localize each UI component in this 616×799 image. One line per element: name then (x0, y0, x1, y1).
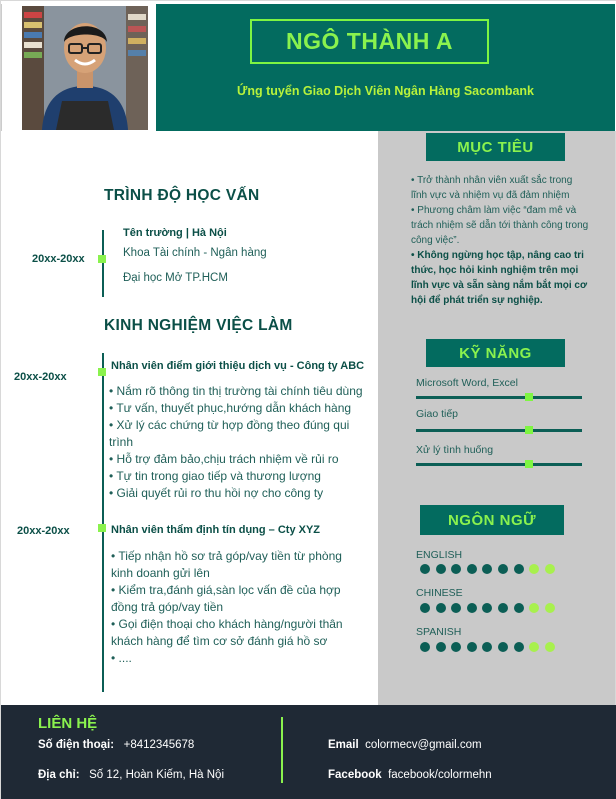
contact-address (38, 769, 224, 781)
job-duty: • Kiểm tra,đánh giá,sàn lọc vấn đề của hợp đồng trả góp/vay tiền (111, 583, 341, 614)
skill-label: Microsoft Word, Excel (416, 377, 518, 389)
language-level-dots (420, 564, 555, 574)
contact-facebook-label: Facebook (328, 769, 382, 781)
language-dot-filled (451, 642, 461, 652)
job-date: 20xx-20xx (17, 525, 70, 537)
job-duties (111, 548, 359, 667)
applied-position: Ứng tuyển Giao Dịch Viên Ngân Hàng Sacombank (237, 84, 534, 98)
language-level-dots (420, 603, 555, 613)
profile-photo-illustration (22, 6, 148, 130)
education-date: 20xx-20xx (32, 253, 85, 265)
education-school: Tên trường | Hà Nội (123, 227, 227, 239)
job-date: 20xx-20xx (14, 371, 67, 383)
education-faculty: Khoa Tài chính - Ngân hàng (123, 247, 267, 259)
language-dot-filled (482, 564, 492, 574)
contact-email-label: Email (328, 739, 359, 751)
language-dot-filled (467, 603, 477, 613)
language-dot-filled (467, 564, 477, 574)
job-timeline-marker (98, 368, 106, 376)
job-duty: • Gọi điện thoại cho khách hàng/người thân khách hàng để tìm cơ sở đánh giá hồ sơ (111, 617, 343, 648)
language-dot-filled (498, 603, 508, 613)
goals-section-title: MỤC TIÊU (426, 133, 565, 161)
language-dot-filled (482, 642, 492, 652)
education-timeline-marker (98, 255, 106, 263)
language-dot-empty (529, 603, 539, 613)
education-section-title: TRÌNH ĐỘ HỌC VẤN (104, 187, 260, 204)
contact-email (328, 739, 482, 751)
skill-label: Xử lý tình huống (416, 444, 494, 456)
job-duty: • Tiếp nhận hồ sơ trả góp/vay tiền từ phòng kinh doanh gửi lên (111, 549, 342, 580)
job-duty: • .... (111, 651, 132, 665)
language-dot-filled (451, 603, 461, 613)
education-university: Đại học Mở TP.HCM (123, 272, 228, 284)
contact-phone-label: Số điện thoại: (38, 739, 115, 751)
language-dot-filled (436, 564, 446, 574)
contact-facebook-value: facebook/colormehn (388, 769, 492, 781)
skill-level-marker (525, 393, 533, 401)
language-label: SPANISH (416, 626, 462, 638)
language-dot-empty (545, 564, 555, 574)
skill-level-marker (525, 426, 533, 434)
contact-phone (38, 739, 194, 751)
job-duty: • Nắm rõ thông tin thị trường tài chính tiêu dùng (109, 384, 363, 398)
language-dot-empty (545, 642, 555, 652)
job-title: Nhân viên điểm giới thiệu dịch vụ - Công ty ABC (111, 360, 365, 372)
language-dot-empty (529, 642, 539, 652)
contact-facebook (328, 769, 492, 781)
skills-section-title: KỸ NĂNG (426, 339, 565, 367)
contact-phone-value: +8412345678 (123, 739, 195, 751)
language-dot-filled (482, 603, 492, 613)
footer-divider (281, 717, 283, 783)
skill-bar (416, 396, 582, 399)
cv-header (1, 1, 616, 131)
job-duty: • Hỗ trợ đảm bảo,chịu trách nhiệm về rủi ro (109, 452, 339, 466)
languages-section-title: NGÔN NGỮ (420, 505, 564, 535)
contact-section-title: LIÊN HỆ (38, 715, 98, 732)
language-dot-filled (514, 603, 524, 613)
skill-level-marker (525, 460, 533, 468)
language-dot-filled (514, 642, 524, 652)
language-dot-filled (420, 603, 430, 613)
language-level-dots (420, 642, 555, 652)
language-dot-filled (436, 642, 446, 652)
language-dot-empty (545, 603, 555, 613)
job-timeline-marker (98, 524, 106, 532)
goal-item: • Trở thành nhân viên xuất sắc trong lĩnh vực và nhiệm vụ đã đảm nhiệm (411, 175, 573, 201)
job-duty: • Tự tin trong giao tiếp và thương lượng (109, 469, 321, 483)
contact-address-value: Số 12, Hoàn Kiếm, Hà Nội (89, 769, 225, 781)
job-title: Nhân viên thẩm định tín dụng – Cty XYZ (111, 524, 321, 536)
profile-photo (22, 6, 148, 130)
education-timeline (102, 230, 104, 297)
job-duty: • Xử lý các chứng từ hợp đồng theo đúng qui trình (109, 418, 350, 449)
skill-bar (416, 429, 582, 432)
job-duty: • Tư vấn, thuyết phục,hướng dẫn khách hàng (109, 401, 352, 415)
experience-timeline (102, 353, 104, 692)
language-dot-empty (529, 564, 539, 574)
job-duties (109, 383, 371, 502)
contact-email-value: colormecv@gmail.com (365, 739, 482, 751)
language-dot-filled (514, 564, 524, 574)
language-label: ENGLISH (416, 549, 463, 561)
job-duty: • Giải quyết rủi ro thu hồi nợ cho công ty (109, 486, 324, 500)
language-dot-filled (436, 603, 446, 613)
goals-list (411, 173, 589, 308)
goal-item: • Phương châm làm việc “đam mê và trách nhiệm sẽ dẫn tới thành công trong công việc”. (411, 205, 589, 246)
language-dot-filled (420, 564, 430, 574)
language-dot-filled (467, 642, 477, 652)
language-dot-filled (498, 564, 508, 574)
skill-label: Giao tiếp (416, 408, 459, 420)
name-frame (250, 19, 489, 64)
language-dot-filled (498, 642, 508, 652)
candidate-name: NGÔ THÀNH A (286, 28, 453, 54)
language-dot-filled (420, 642, 430, 652)
language-label: CHINESE (416, 587, 463, 599)
contact-address-label: Địa chỉ: (38, 769, 80, 781)
goal-item: • Không ngừng học tập, nâng cao tri thức, học hỏi kinh nghiệm trên mọi lĩnh vực và sẵn sàng nắm bắt mọi cơ hội để phát triển sự nghiệp. (411, 250, 588, 306)
language-dot-filled (451, 564, 461, 574)
skill-bar (416, 463, 582, 466)
experience-section-title: KINH NGHIỆM VIỆC LÀM (104, 317, 293, 334)
